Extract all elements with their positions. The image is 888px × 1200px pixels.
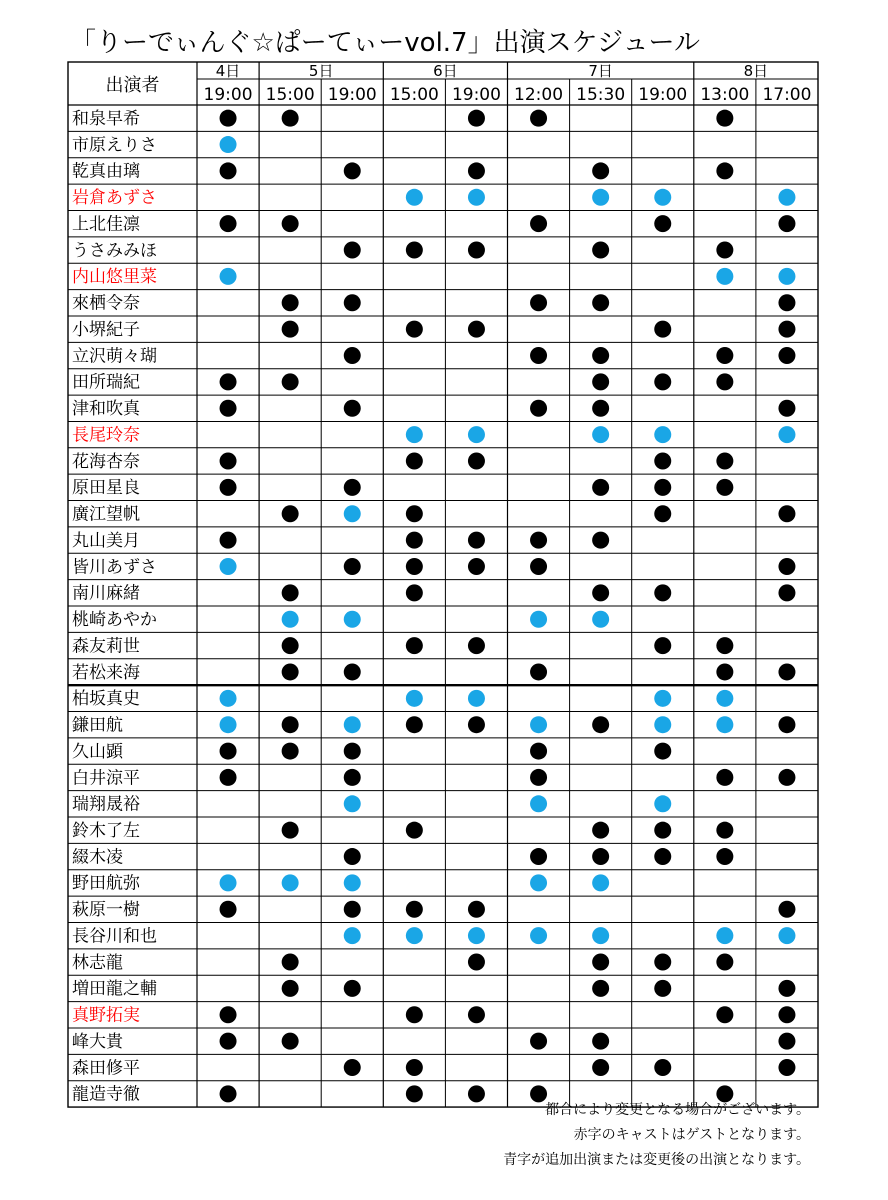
appearance-dot <box>778 215 795 232</box>
appearance-dot <box>344 400 361 417</box>
appearance-dot <box>220 1085 237 1102</box>
added-appearance-dot <box>654 716 671 733</box>
appearance-dot <box>344 1059 361 1076</box>
appearance-dot <box>406 1006 423 1023</box>
added-appearance-dot <box>344 874 361 891</box>
time-header: 15:00 <box>265 85 315 105</box>
appearance-dot <box>282 980 299 997</box>
added-appearance-dot <box>778 927 795 944</box>
performer-name: 小堺紀子 <box>72 319 140 340</box>
performer-name: うさみみほ <box>72 240 157 261</box>
appearance-dot <box>220 400 237 417</box>
appearance-dot <box>406 321 423 338</box>
added-appearance-dot <box>654 189 671 206</box>
appearance-dot <box>654 1059 671 1076</box>
appearance-dot <box>220 769 237 786</box>
performer-name: 若松来海 <box>72 662 140 683</box>
added-appearance-dot <box>654 690 671 707</box>
appearance-dot <box>406 716 423 733</box>
appearance-dot <box>406 532 423 549</box>
day-header: 4日 <box>215 62 241 80</box>
added-appearance-dot <box>344 927 361 944</box>
footnote: 赤字のキャストはゲストとなります。 <box>573 1127 810 1143</box>
performer-name: 和泉早希 <box>72 109 140 129</box>
added-appearance-dot <box>282 874 299 891</box>
appearance-dot <box>406 1059 423 1076</box>
performer-name: 田所瑞紀 <box>72 372 140 393</box>
performer-name: 桃崎あやか <box>72 610 157 631</box>
appearance-dot <box>654 321 671 338</box>
appearance-dot <box>344 769 361 786</box>
added-appearance-dot <box>220 558 237 575</box>
performer-name: 久山顕 <box>72 741 123 762</box>
time-header: 19:00 <box>203 85 253 105</box>
appearance-dot <box>716 242 733 259</box>
appearance-dot <box>406 584 423 601</box>
appearance-dot <box>282 1033 299 1050</box>
appearance-dot <box>282 584 299 601</box>
appearance-dot <box>282 822 299 839</box>
appearance-dot <box>778 1006 795 1023</box>
added-appearance-dot <box>716 690 733 707</box>
performer-name: 鎌田航 <box>72 715 123 736</box>
appearance-dot <box>716 347 733 364</box>
appearance-dot <box>406 242 423 259</box>
appearance-dot <box>468 452 485 469</box>
performer-name: 綴木凌 <box>72 847 123 868</box>
time-header: 19:00 <box>327 85 377 105</box>
appearance-dot <box>468 954 485 971</box>
appearance-dot <box>654 215 671 232</box>
appearance-dot <box>344 848 361 865</box>
appearance-dot <box>406 452 423 469</box>
appearance-dot <box>778 1059 795 1076</box>
added-appearance-dot <box>592 874 609 891</box>
appearance-dot <box>530 110 547 127</box>
appearance-dot <box>468 637 485 654</box>
appearance-dot <box>654 822 671 839</box>
appearance-dot <box>530 769 547 786</box>
added-appearance-dot <box>344 795 361 812</box>
performer-name: 龍造寺徹 <box>72 1084 140 1105</box>
appearance-dot <box>344 479 361 496</box>
time-header: 19:00 <box>451 85 501 105</box>
appearance-dot <box>654 373 671 390</box>
time-header: 12:00 <box>514 85 564 105</box>
performer-name: 長尾玲奈 <box>72 425 140 446</box>
appearance-dot <box>592 584 609 601</box>
added-appearance-dot <box>344 505 361 522</box>
appearance-dot <box>592 294 609 311</box>
appearance-dot <box>220 162 237 179</box>
appearance-dot <box>282 321 299 338</box>
appearance-dot <box>530 1033 547 1050</box>
time-header: 19:00 <box>638 85 688 105</box>
appearance-dot <box>778 558 795 575</box>
appearance-dot <box>344 347 361 364</box>
appearance-dot <box>716 954 733 971</box>
performer-name: 立沢萌々瑚 <box>72 346 157 367</box>
performer-name: 南川麻緒 <box>72 583 140 604</box>
appearance-dot <box>592 162 609 179</box>
footnotes <box>503 1098 810 1173</box>
day-header: 6日 <box>433 62 458 80</box>
performer-name: 増田龍之輔 <box>72 979 157 1000</box>
appearance-dot <box>716 162 733 179</box>
added-appearance-dot <box>592 426 609 443</box>
appearance-dot <box>530 294 547 311</box>
appearance-dot <box>592 347 609 364</box>
performer-name: 峰大貴 <box>72 1031 123 1052</box>
appearance-dot <box>468 901 485 918</box>
added-appearance-dot <box>530 874 547 891</box>
performer-name: 花海杏奈 <box>72 451 140 472</box>
appearance-dot <box>220 373 237 390</box>
appearance-dot <box>592 822 609 839</box>
added-appearance-dot <box>592 611 609 628</box>
performer-name: 岩倉あずさ <box>72 188 157 209</box>
appearance-dot <box>220 901 237 918</box>
appearance-dot <box>654 980 671 997</box>
appearance-dot <box>530 848 547 865</box>
appearance-dot <box>778 347 795 364</box>
appearance-dot <box>592 400 609 417</box>
appearance-dot <box>468 558 485 575</box>
added-appearance-dot <box>592 189 609 206</box>
added-appearance-dot <box>654 426 671 443</box>
performer-name: 上北佳凛 <box>72 214 140 235</box>
performer-name: 丸山美月 <box>72 530 140 551</box>
appearance-dot <box>592 532 609 549</box>
day-header: 5日 <box>308 62 334 80</box>
appearance-dot <box>716 637 733 654</box>
appearance-dot <box>530 743 547 760</box>
appearance-dot <box>220 743 237 760</box>
appearance-dot <box>344 294 361 311</box>
performer-name: 白井涼平 <box>72 768 140 789</box>
footnote: 都合により変更となる場合がございます。 <box>545 1102 810 1118</box>
day-header: 8日 <box>743 62 769 80</box>
appearance-dot <box>530 663 547 680</box>
appearance-dot <box>406 901 423 918</box>
appearance-dot <box>468 162 485 179</box>
appearance-dot <box>282 716 299 733</box>
appearance-dot <box>654 637 671 654</box>
added-appearance-dot <box>220 136 237 153</box>
appearance-dot <box>778 769 795 786</box>
added-appearance-dot <box>282 611 299 628</box>
appearance-dot <box>282 110 299 127</box>
appearance-dot <box>778 1033 795 1050</box>
appearance-dot <box>716 1006 733 1023</box>
day-header: 7日 <box>588 62 613 80</box>
appearance-dot <box>220 1033 237 1050</box>
appearance-dot <box>468 532 485 549</box>
appearance-dot <box>282 954 299 971</box>
appearance-dot <box>778 294 795 311</box>
appearance-dot <box>778 400 795 417</box>
appearance-dot <box>716 110 733 127</box>
added-appearance-dot <box>220 690 237 707</box>
time-header: 15:00 <box>389 85 439 105</box>
time-header: 17:00 <box>762 85 812 105</box>
performer-name: 瑞翔晟裕 <box>72 794 140 815</box>
appearance-dot <box>468 321 485 338</box>
added-appearance-dot <box>468 927 485 944</box>
appearance-dot <box>468 716 485 733</box>
appearance-dot <box>344 162 361 179</box>
appearance-dot <box>282 663 299 680</box>
performer-name: 來栖令奈 <box>72 293 140 314</box>
performer-name: 廣江望帆 <box>72 504 140 525</box>
added-appearance-dot <box>716 927 733 944</box>
added-appearance-dot <box>530 795 547 812</box>
added-appearance-dot <box>530 716 547 733</box>
appearance-dot <box>530 215 547 232</box>
added-appearance-dot <box>530 611 547 628</box>
appearance-dot <box>282 743 299 760</box>
appearance-dot <box>530 558 547 575</box>
added-appearance-dot <box>778 426 795 443</box>
appearance-dot <box>220 110 237 127</box>
appearance-dot <box>654 848 671 865</box>
added-appearance-dot <box>468 426 485 443</box>
performer-name: 市原えりさ <box>72 135 157 156</box>
added-appearance-dot <box>468 690 485 707</box>
appearance-dot <box>468 110 485 127</box>
appearance-dot <box>654 954 671 971</box>
appearance-dot <box>654 743 671 760</box>
appearance-dot <box>592 373 609 390</box>
performer-name: 内山悠里菜 <box>72 267 157 288</box>
appearance-dot <box>778 901 795 918</box>
appearance-dot <box>220 532 237 549</box>
appearance-dot <box>778 321 795 338</box>
added-appearance-dot <box>406 927 423 944</box>
appearance-dot <box>344 901 361 918</box>
table-border <box>68 62 818 1107</box>
added-appearance-dot <box>220 716 237 733</box>
added-appearance-dot <box>654 795 671 812</box>
performer-name: 柏坂真史 <box>72 689 140 710</box>
appearance-dot <box>344 980 361 997</box>
appearance-dot <box>592 980 609 997</box>
appearance-dot <box>344 558 361 575</box>
appearance-dot <box>406 558 423 575</box>
added-appearance-dot <box>406 189 423 206</box>
added-appearance-dot <box>778 268 795 285</box>
added-appearance-dot <box>716 268 733 285</box>
performer-name: 鈴木了左 <box>72 820 140 841</box>
performer-name: 長谷川和也 <box>72 926 157 947</box>
added-appearance-dot <box>406 690 423 707</box>
appearance-dot <box>468 1006 485 1023</box>
appearance-dot <box>592 716 609 733</box>
appearance-dot <box>778 663 795 680</box>
appearance-dot <box>406 1085 423 1102</box>
appearance-dot <box>592 954 609 971</box>
appearance-dot <box>282 294 299 311</box>
appearance-dot <box>282 215 299 232</box>
appearance-dot <box>282 373 299 390</box>
added-appearance-dot <box>344 716 361 733</box>
added-appearance-dot <box>468 189 485 206</box>
performer-name: 林志龍 <box>72 952 123 973</box>
appearance-dot <box>654 584 671 601</box>
appearance-dot <box>220 1006 237 1023</box>
appearance-dot <box>344 242 361 259</box>
appearance-dot <box>530 400 547 417</box>
appearance-dot <box>654 479 671 496</box>
appearance-dot <box>716 822 733 839</box>
appearance-dot <box>716 769 733 786</box>
header-label-performer: 出演者 <box>105 75 160 96</box>
appearance-dot <box>282 505 299 522</box>
appearance-dot <box>344 663 361 680</box>
added-appearance-dot <box>592 927 609 944</box>
appearance-dot <box>592 479 609 496</box>
appearance-dot <box>468 1085 485 1102</box>
performer-name: 森友莉世 <box>72 636 140 657</box>
added-appearance-dot <box>344 611 361 628</box>
appearance-dot <box>530 347 547 364</box>
appearance-dot <box>220 215 237 232</box>
performer-name: 真野拓実 <box>72 1005 140 1026</box>
performer-name: 原田星良 <box>72 478 140 499</box>
appearance-dot <box>344 743 361 760</box>
performer-name: 乾真由璃 <box>72 161 140 182</box>
appearance-dot <box>716 848 733 865</box>
appearance-dot <box>716 452 733 469</box>
performer-name: 森田修平 <box>72 1058 140 1079</box>
appearance-dot <box>654 505 671 522</box>
appearance-dot <box>778 980 795 997</box>
appearance-dot <box>468 242 485 259</box>
performer-name: 津和吹真 <box>72 399 140 420</box>
appearance-dot <box>716 373 733 390</box>
appearance-dot <box>592 1033 609 1050</box>
added-appearance-dot <box>220 268 237 285</box>
appearance-dot <box>282 637 299 654</box>
appearance-dot <box>716 663 733 680</box>
appearance-dot <box>654 452 671 469</box>
appearance-dot <box>778 584 795 601</box>
appearance-dot <box>220 479 237 496</box>
appearance-dot <box>592 1059 609 1076</box>
performer-name: 野田航弥 <box>72 873 140 894</box>
footnote: 青字が追加出演または変更後の出演となります。 <box>503 1152 810 1168</box>
page-title: 「りーでぃんぐ☆ぱーてぃーvol.7」出演スケジュール <box>70 28 701 58</box>
added-appearance-dot <box>220 874 237 891</box>
performer-name: 萩原一樹 <box>72 900 140 921</box>
time-header: 15:30 <box>576 85 626 105</box>
added-appearance-dot <box>530 927 547 944</box>
appearance-dot <box>406 505 423 522</box>
appearance-dot <box>716 479 733 496</box>
appearance-dot <box>530 532 547 549</box>
performer-name: 皆川あずさ <box>72 557 157 578</box>
appearance-dot <box>592 242 609 259</box>
appearance-dot <box>220 452 237 469</box>
time-header: 13:00 <box>700 85 750 105</box>
added-appearance-dot <box>406 426 423 443</box>
appearance-dot <box>406 637 423 654</box>
appearance-dot <box>778 716 795 733</box>
appearance-dot <box>592 848 609 865</box>
appearance-dot <box>406 822 423 839</box>
appearance-dot <box>778 505 795 522</box>
added-appearance-dot <box>778 189 795 206</box>
added-appearance-dot <box>716 716 733 733</box>
